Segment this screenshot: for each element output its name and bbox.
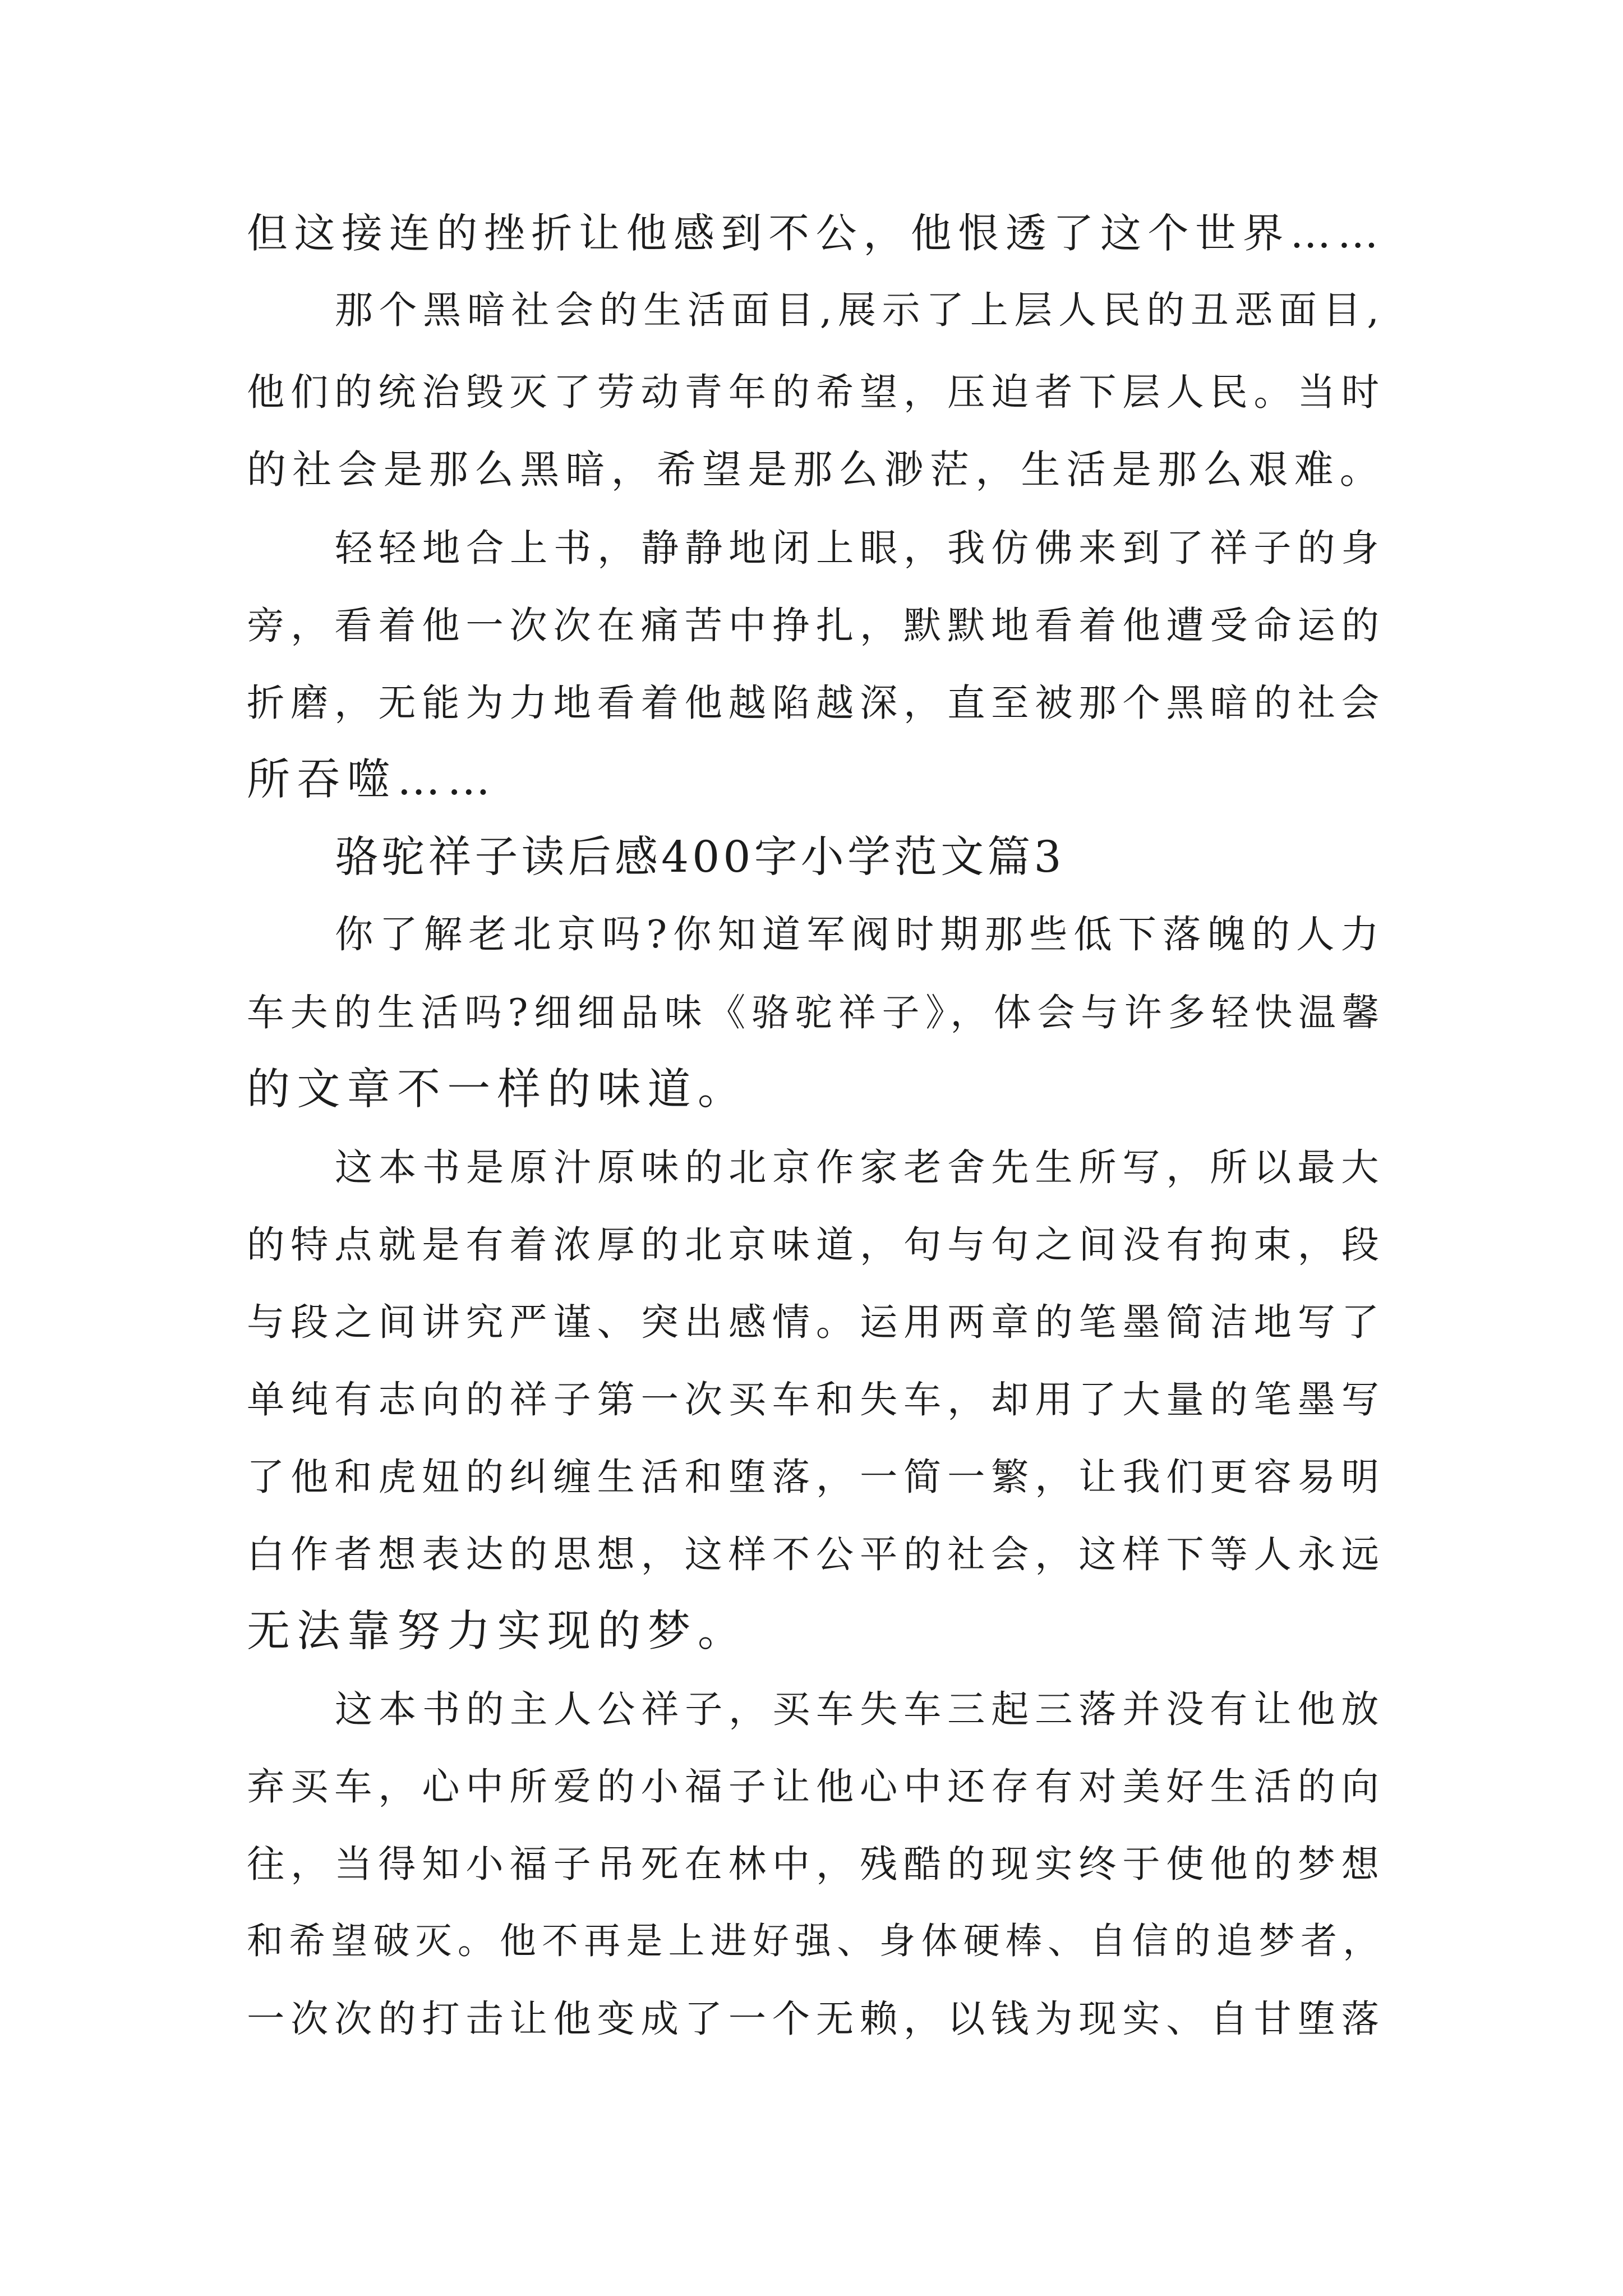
text-line-23: 和希望破灭。他不再是上进好强、身体硬棒、自信的追梦者，	[247, 1920, 1385, 1962]
section-heading: 骆驼祥子读后感400字小学范文篇3	[335, 832, 1065, 882]
text-line-22: 往，当得知小福子吊死在林中，残酷的现实终于使他的梦想	[247, 1842, 1385, 1886]
text-line-18: 白作者想表达的思想，这样不公平的社会，这样下等人永远	[247, 1533, 1385, 1576]
text-line-3: 他们的统治毁灭了劳动青年的希望，压迫者下层人民。当时	[247, 370, 1385, 414]
text-line-7: 折磨，无能为力地看着他越陷越深，直至被那个黑暗的社会	[247, 681, 1385, 725]
text-line-5: 轻轻地合上书，静静地闭上眼，我仿佛来到了祥子的身	[335, 526, 1385, 570]
text-line-12: 的文章不一样的味道。	[247, 1065, 748, 1115]
text-line-16: 单纯有志向的祥子第一次买车和失车，却用了大量的笔墨写	[247, 1378, 1385, 1421]
text-line-24: 一次次的打击让他变成了一个无赖，以钱为现实、自甘堕落	[247, 1997, 1385, 2041]
text-line-2: 那个黑暗社会的生活面目,展示了上层人民的丑恶面目,	[335, 288, 1385, 332]
text-line-15: 与段之间讲究严谨、突出感情。运用两章的笔墨简洁地写了	[247, 1300, 1385, 1344]
text-line-13: 这本书是原汁原味的北京作家老舍先生所写，所以最大	[335, 1145, 1385, 1189]
text-line-19: 无法靠努力实现的梦。	[247, 1607, 748, 1657]
text-line-20: 这本书的主人公祥子，买车失车三起三落并没有让他放	[335, 1687, 1385, 1731]
text-line-14: 的特点就是有着浓厚的北京味道，句与句之间没有拘束，段	[247, 1223, 1385, 1267]
text-line-6: 旁，看着他一次次在痛苦中挣扎，默默地看着他遭受命运的	[247, 604, 1385, 647]
text-line-21: 弃买车，心中所爱的小福子让他心中还存有对美好生活的向	[247, 1765, 1385, 1809]
text-line-17: 了他和虎妞的纠缠生活和堕落，一简一繁，让我们更容易明	[247, 1455, 1385, 1499]
text-line-4: 的社会是那么黑暗，希望是那么渺茫，生活是那么艰难。	[247, 447, 1385, 493]
text-line-10: 你了解老北京吗?你知道军阀时期那些低下落魄的人力	[335, 913, 1385, 957]
text-line-11: 车夫的生活吗?细细品味《骆驼祥子》，体会与许多轻快温馨	[247, 991, 1386, 1034]
text-line-1: 但这接连的挫折让他感到不公，他恨透了这个世界……	[247, 210, 1385, 257]
text-line-8: 所吞噬……	[247, 755, 497, 805]
